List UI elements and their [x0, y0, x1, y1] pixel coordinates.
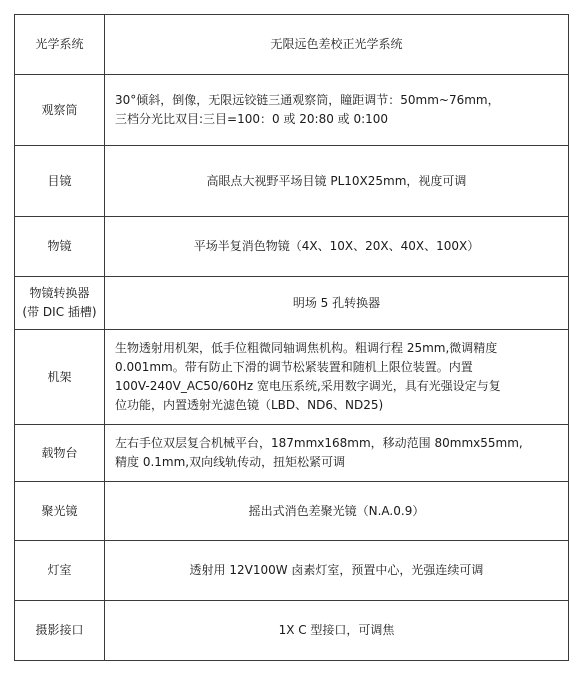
spec-value-text: 摇出式消色差聚光镜（N.A.0.9）	[248, 503, 425, 518]
spec-value-text: 位功能，内置透射光滤色镜（LBD、ND6、ND25)	[115, 398, 384, 412]
spec-value-text: 生物透射用机架，低手位粗微同轴调焦机构。粗调行程 25mm,微调精度	[115, 341, 498, 355]
spec-row-camera-port	[15, 601, 569, 661]
spec-row-condenser	[15, 482, 569, 541]
spec-row-lamp-house	[15, 541, 569, 601]
spec-row-stage	[15, 425, 569, 482]
spec-value-camera-port	[105, 601, 569, 661]
spec-row-objective	[15, 217, 569, 277]
spec-value-condenser	[105, 482, 569, 541]
spec-label-viewing-tube	[15, 75, 105, 146]
spec-value-stage	[105, 425, 569, 482]
spec-label-text: 目镜	[47, 173, 72, 188]
spec-value-frame	[105, 330, 569, 425]
spec-value-text: 左右手位双层复合机械平台，187mmx168mm，移动范围 80mmx55mm,	[115, 436, 523, 450]
spec-label-optical-system	[15, 15, 105, 75]
spec-row-frame	[15, 330, 569, 425]
spec-label-text: 载物台	[41, 445, 78, 460]
spec-value-nosepiece	[105, 277, 569, 330]
spec-label-text: 机架	[47, 369, 72, 384]
spec-label-text: 观察筒	[41, 102, 78, 117]
spec-value-text: 1X C 型接口，可调焦	[278, 623, 395, 637]
spec-label-text: 物镜	[47, 239, 72, 253]
spec-label-camera-port	[15, 601, 105, 661]
spec-label-eyepiece	[15, 146, 105, 217]
spec-label-text: 摄影接口	[35, 623, 84, 637]
spec-value-text: 100V-240V_AC50/60Hz 宽电压系统,采用数字调光，具有光强设定与复	[115, 379, 501, 393]
spec-value-text: 三档分光比双目:三目=100：0 或 20:80 或 0:100	[115, 112, 389, 126]
spec-value-text: 无限远色差校正光学系统	[270, 37, 403, 51]
spec-value-text: 精度 0.1mm,双向线轨传动，扭矩松紧可调	[115, 455, 346, 469]
spec-value-viewing-tube	[105, 75, 569, 146]
spec-row-nosepiece	[15, 277, 569, 330]
spec-label-lamp-house	[15, 541, 105, 601]
spec-label-text: 光学系统	[35, 37, 84, 51]
spec-value-text: 透射用 12V100W 卤素灯室，预置中心，光强连续可调	[189, 563, 484, 577]
spec-value-text: 高眼点大视野平场目镜 PL10X25mm，视度可调	[206, 173, 467, 188]
spec-value-text: 0.001mm。带有防止下滑的调节松紧装置和随机上限位装置。内置	[115, 360, 473, 374]
spec-label-condenser	[15, 482, 105, 541]
spec-value-optical-system	[105, 15, 569, 75]
spec-label-frame	[15, 330, 105, 425]
spec-value-lamp-house	[105, 541, 569, 601]
spec-label-text: 聚光镜	[41, 503, 78, 518]
spec-row-optical-system	[15, 15, 569, 75]
spec-label-text: (带 DIC 插槽)	[22, 305, 97, 319]
spec-value-text: 明场 5 孔转换器	[292, 295, 381, 310]
spec-table	[14, 14, 569, 661]
spec-label-text: 灯室	[47, 563, 72, 577]
spec-label-nosepiece	[15, 277, 105, 330]
spec-value-eyepiece	[105, 146, 569, 217]
spec-label-stage	[15, 425, 105, 482]
spec-label-text: 物镜转换器	[29, 286, 90, 300]
spec-row-viewing-tube	[15, 75, 569, 146]
spec-value-text: 30°倾斜，倒像，无限远铰链三通观察筒，瞳距调节：50mm~76mm，	[115, 93, 500, 107]
spec-value-text: 平场半复消色物镜（4X、10X、20X、40X、100X）	[193, 239, 480, 253]
spec-label-objective	[15, 217, 105, 277]
spec-row-eyepiece	[15, 146, 569, 217]
spec-value-objective	[105, 217, 569, 277]
